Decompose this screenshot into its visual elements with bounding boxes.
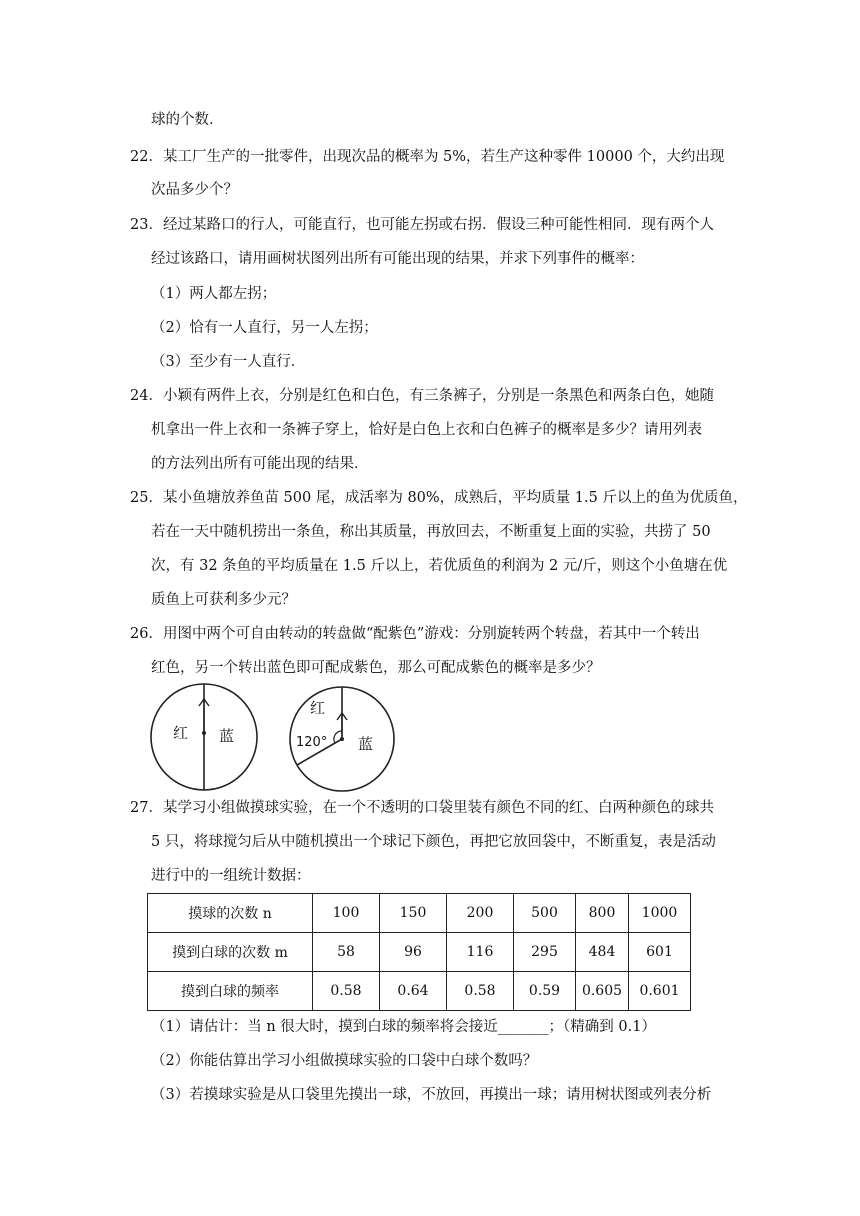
text-line: 红色，另一个转出蓝色即可配成紫色，那么可配成紫色的概率是多少？ — [151, 660, 601, 676]
question-27: 27．某学习小组做摸球实验，在一个不透明的口袋里装有颜色不同的红、白两种颜色的球共 — [130, 800, 714, 816]
table-row — [148, 933, 691, 972]
question-23: 23．经过某路口的行人，可能直行，也可能左拐或右拐．假设三种可能性相同．现有两个人 — [130, 217, 714, 233]
table-row — [148, 972, 691, 1011]
table-cell: 601 — [629, 933, 691, 972]
sub-question: （3）至少有一人直行． — [151, 354, 306, 370]
row-header: 摸到白球的次数 m — [148, 933, 313, 972]
text-line: 球的个数． — [151, 112, 224, 128]
table-cell: 500 — [514, 894, 576, 933]
statistics-table — [147, 893, 691, 1011]
text-line: 5 只，将球搅匀后从中随机摸出一个球记下颜色，再把它放回袋中，不断重复，表是活动 — [151, 834, 716, 850]
question-22: 22．某工厂生产的一批零件，出现次品的概率为 5%，若生产这种零件 10000 个，大约出现 — [130, 149, 725, 165]
sub-question: （2）你能估算出学习小组做摸球实验的口袋中白球个数吗？ — [151, 1053, 538, 1069]
table-cell: 295 — [514, 933, 576, 972]
table-cell: 100 — [313, 894, 380, 933]
sub-question: （1）两人都左拐； — [151, 286, 277, 302]
text-line: 次，有 32 条鱼的平均质量在 1.5 斤以上，若优质鱼的利润为 2 元/斤，则这个小鱼塘在优 — [151, 558, 728, 574]
table-cell: 116 — [447, 933, 514, 972]
left-spinner-blue-label: 蓝 — [219, 727, 235, 745]
row-header: 摸到白球的频率 — [148, 972, 313, 1011]
text-line: 次品多少个？ — [151, 182, 238, 198]
text-line: 进行中的一组统计数据： — [151, 868, 311, 884]
text-line: 质鱼上可获利多少元？ — [151, 592, 296, 608]
text-line: 的方法列出所有可能出现的结果． — [151, 456, 369, 472]
sub-question: （1）请估计：当 n 很大时，摸到白球的频率将会接近_______；（精确到 0.1） — [151, 1019, 656, 1035]
left-spinner — [151, 684, 257, 790]
left-spinner-red-label: 红 — [173, 724, 189, 742]
table-cell: 800 — [576, 894, 629, 933]
table-cell: 96 — [380, 933, 447, 972]
table-row — [148, 894, 691, 933]
question-25: 25．某小鱼塘放养鱼苗 500 尾，成活率为 80%，成熟后，平均质量 1.5 斤以上的鱼为优质鱼， — [130, 490, 748, 506]
question-24: 24．小颖有两件上衣，分别是红色和白色，有三条裤子，分别是一条黑色和两条白色，她随 — [130, 388, 714, 404]
question-26: 26．用图中两个可自由转动的转盘做“配紫色”游戏：分别旋转两个转盘，若其中一个转出 — [130, 626, 700, 642]
table-cell: 484 — [576, 933, 629, 972]
table-cell: 0.64 — [380, 972, 447, 1011]
right-spinner — [290, 687, 394, 791]
table-cell: 150 — [380, 894, 447, 933]
right-spinner-red-label: 红 — [310, 699, 326, 717]
sub-question: （2）恰有一人直行，另一人左拐； — [151, 320, 378, 336]
text-line: 机拿出一件上衣和一条裤子穿上，恰好是白色上衣和白色裤子的概率是多少？请用列表 — [151, 422, 702, 438]
table-cell: 0.59 — [514, 972, 576, 1011]
table-cell: 0.601 — [629, 972, 691, 1011]
sub-question: （3）若摸球实验是从口袋里先摸出一球，不放回，再摸出一球；请用树状图或列表分析 — [151, 1087, 712, 1103]
right-spinner-blue-label: 蓝 — [358, 735, 374, 753]
row-header: 摸球的次数 n — [148, 894, 313, 933]
table-cell: 0.58 — [447, 972, 514, 1011]
text-line: 若在一天中随机捞出一条鱼，称出其质量，再放回去，不断重复上面的实验，共捞了 50 — [151, 524, 711, 540]
spinners-figure — [146, 683, 396, 793]
text-line: 经过该路口，请用画树状图列出所有可能出现的结果，并求下列事件的概率： — [151, 251, 644, 267]
right-spinner-angle-label: 120° — [296, 735, 328, 750]
table-cell: 200 — [447, 894, 514, 933]
table-cell: 0.58 — [313, 972, 380, 1011]
table-cell: 58 — [313, 933, 380, 972]
table-cell: 1000 — [629, 894, 691, 933]
table-cell: 0.605 — [576, 972, 629, 1011]
